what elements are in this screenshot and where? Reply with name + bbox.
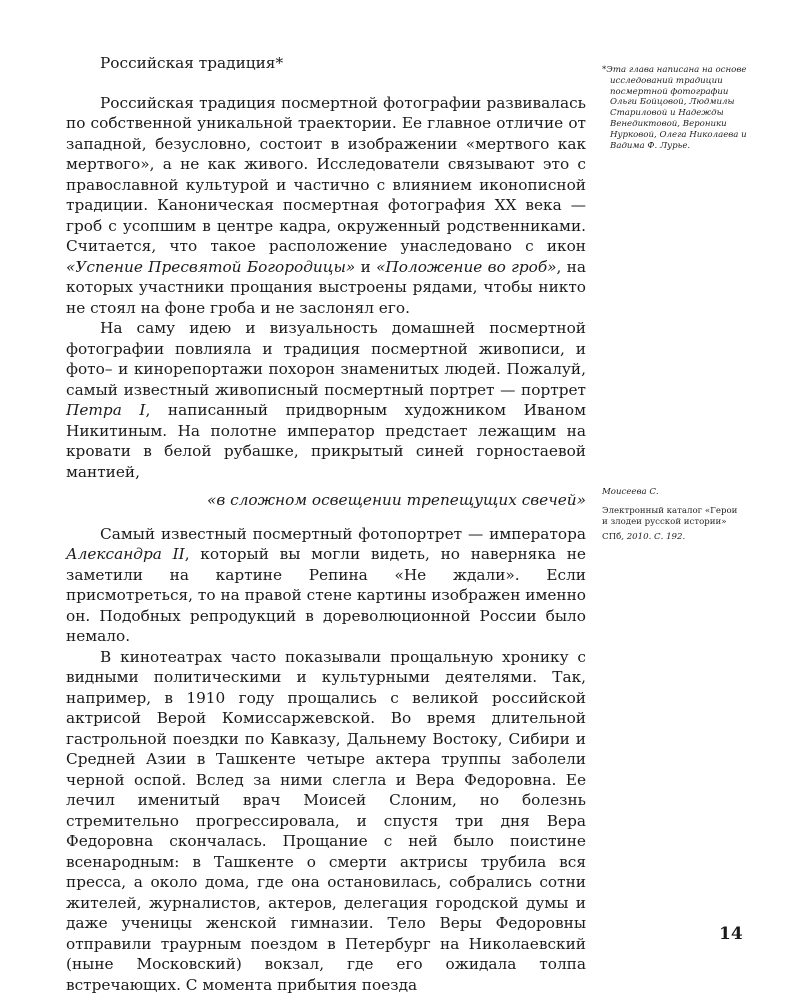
section-heading: Российская традиция*: [100, 54, 284, 72]
source-details: [602, 532, 742, 543]
footnote-text: *Эта глава написана на основе исследований традиции посмертной фотографии Ольги Бойцовой, Людмилы Стариловой и Надежды Венедиктовой, Вероники Нурковой, Олега Николаева и Вадима Ф. Лурье.: [602, 65, 747, 151]
icon-title-1: «Успение Пресвятой Богородицы»: [66, 257, 356, 276]
paragraph-1: [66, 93, 586, 319]
source-title: Электронный каталог «Герои и злодеи русской истории»: [602, 505, 738, 527]
main-text: [66, 53, 586, 995]
side-source-note: [602, 487, 742, 548]
source-city: СПб: [602, 532, 622, 543]
text: Российская традиция посмертной фотографии развивалась по собственной уникальной траектории. Ее главное отличие от западной, безусловно, состоит в изображении «мертвого как мертвого», а не как живого. Исследователи связывают это с православной культурой и частично с влиянием иконописной традиции. Каноническая посмертная фотография XX века — гроб с усопшим в центре кадра, окруженный родственниками. Считается, что такое расположение унаследовано с икон: [66, 93, 586, 255]
text: На саму идею и визуальность домашней посмертной фотографии повлияла и традиция посмертной живописи, и фото– и кинорепортажи похорон знаменитых людей. Пожалуй, самый известный живописный посмертный портрет — портрет: [66, 319, 586, 399]
portrait-name: Петра I: [66, 401, 146, 419]
text: и: [355, 257, 377, 276]
paragraph-2: [66, 318, 586, 482]
source-author: Моисеева С.: [602, 487, 659, 497]
text: , который вы могли видеть, но наверняка не заметили на картине Репина «Не ждали». Если присмотреться, то на правой стене картины изображен именно он. Подобных репродукций в дореволюционной России было немало.: [66, 545, 586, 645]
text: Самый известный посмертный фотопортрет — императора: [100, 524, 586, 543]
side-footnote: [602, 65, 750, 151]
icon-title-2: «Положение во гроб»: [376, 257, 557, 276]
text: , написанный придворным художником Иваном Никитиным. На полотне император предстает лежащим на кровати в белой рубашке, прикрытый синей горностаевой мантией,: [66, 401, 586, 481]
text: , на которых участники прощания выстроены рядами, чтобы никто не стоял на фоне гроба и не заслонял его.: [66, 257, 587, 317]
paragraph-4: В кинотеатрах часто показывали прощальную хронику с видными политическими и культурными деятелями. Так, например, в 1910 году прощались с великой российской актрисой Верой Комиссаржевской. Во время длительной гастрольной поездки по Кавказу, Дальнему Востоку, Сибири и Средней Азии в Ташкенте четыре актера труппы заболели черной оспой. Вслед за ними слегла и Вера Федоровна. Ее лечил именитый врач Моисей Слоним, но болезнь стремительно прогрессировала, и спустя три дня Вера Федоровна скончалась. Прощание с ней было поистине всенародным: в Ташкенте о смерти актрисы трубила вся пресса, а около дома, где она остановилась, собрались сотни жителей, журналистов, актеров, делегация городской думы и даже ученицы женской гимназии. Тело Веры Федоровны отправили траурным поездом в Петербург на Николаевский (ныне Московский) вокзал, где его ожидала толпа встречающих. С момента прибытия поезда: [66, 647, 586, 994]
emperor-name: Александра II: [66, 545, 185, 563]
paragraph-3: [66, 524, 586, 647]
source-year-pages: , 2010. С. 192.: [621, 532, 686, 543]
page-number: 14: [719, 924, 743, 944]
epigraph-quote: «в сложном освещении трепещущих свечей»: [207, 491, 586, 509]
